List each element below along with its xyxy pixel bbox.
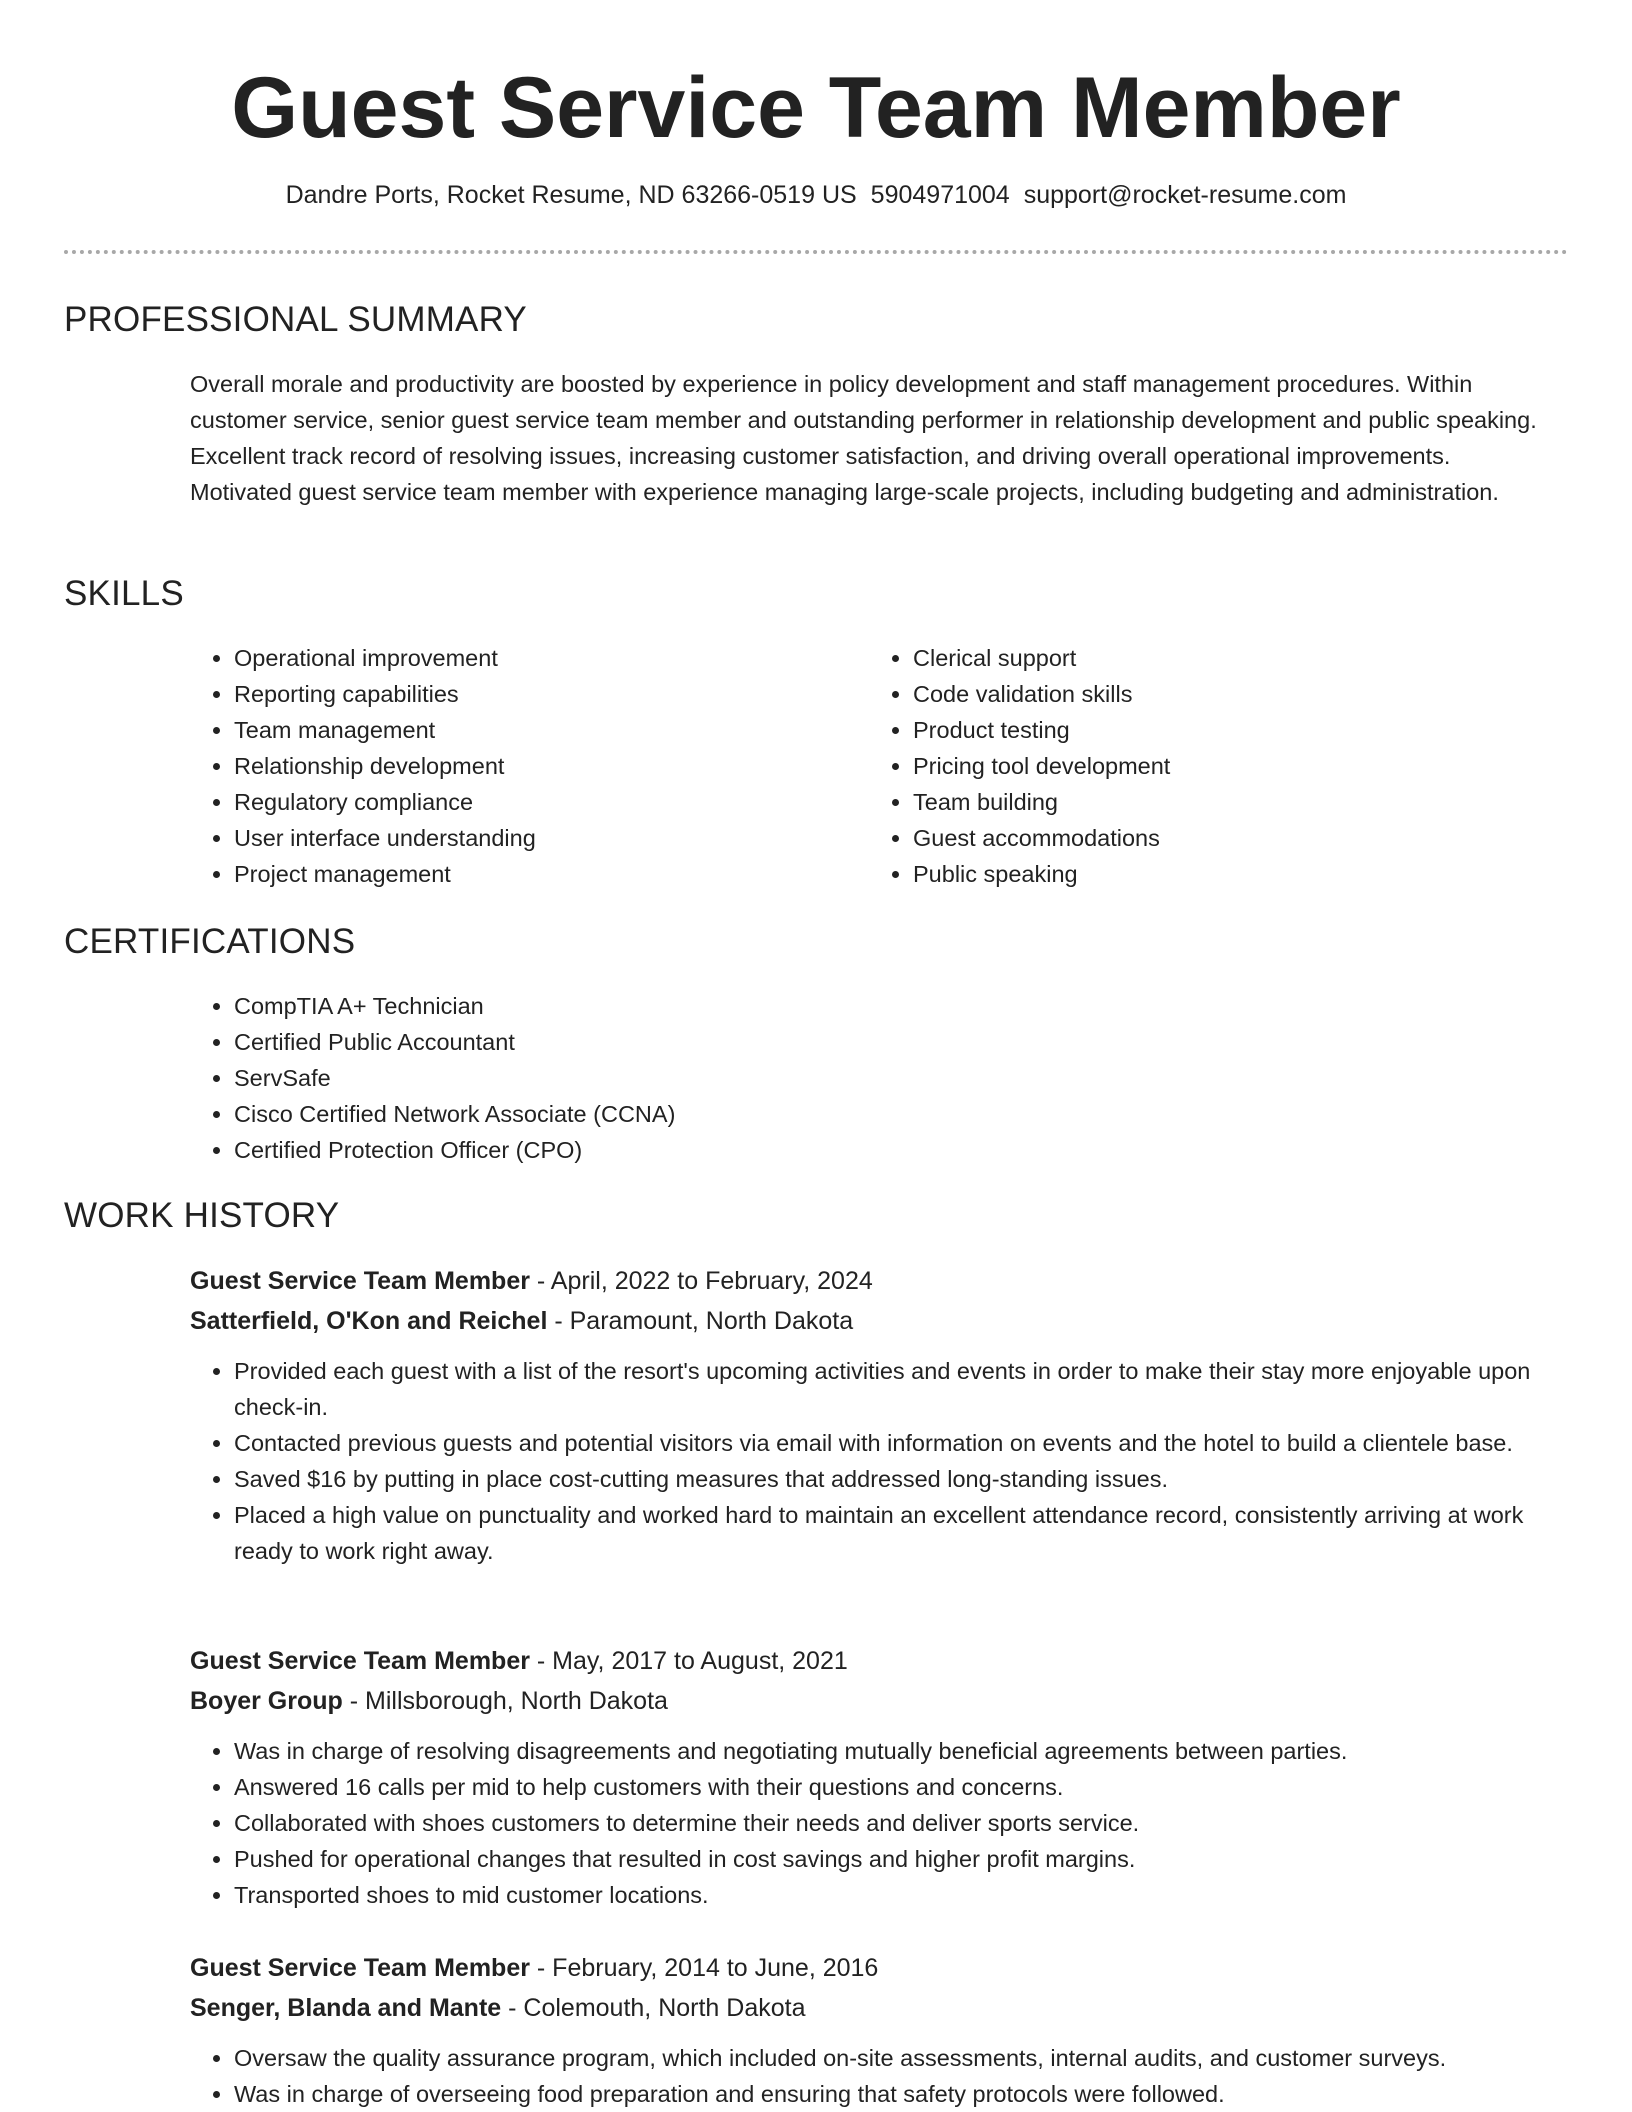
certifications-block	[190, 988, 1090, 1168]
job-bullet: • Was in charge of resolving disagreements and negotiating mutually beneficial agreements between parties.	[234, 1733, 1556, 1769]
job-bullet: • Transported shoes to mid customer locations.	[234, 1877, 1556, 1913]
skill-item: • Guest accommodations	[913, 820, 1509, 856]
job-company: Boyer Group	[190, 1687, 343, 1715]
skills-heading: SKILLS	[64, 574, 184, 613]
certifications-heading: CERTIFICATIONS	[64, 922, 356, 961]
job-company: Senger, Blanda and Mante	[190, 1994, 502, 2022]
skill-item: • Operational improvement	[234, 640, 830, 676]
skills-left-column	[190, 640, 830, 892]
skills-right-list	[869, 640, 1509, 892]
skill-item: • Relationship development	[234, 748, 830, 784]
job-bullet: • Placed a high value on punctuality and worked hard to maintain an excellent attendance record, consistently arriving at work ready to work right away.	[234, 1497, 1556, 1569]
certification-item: • Certified Public Accountant	[234, 1024, 1090, 1060]
job-title-line	[190, 1948, 1556, 1988]
job-location: - Millsborough, North Dakota	[342, 1687, 668, 1715]
job-entry	[190, 1641, 1556, 1913]
skill-item: • User interface understanding	[234, 820, 830, 856]
job-title-line	[190, 1641, 1556, 1681]
skill-item: • Regulatory compliance	[234, 784, 830, 820]
resume-name: Guest Service Team Member	[231, 60, 1401, 156]
job-location: - Paramount, North Dakota	[547, 1307, 854, 1335]
job-entry	[190, 1261, 1556, 1569]
job-title: Guest Service Team Member	[190, 1267, 530, 1295]
certifications-list	[190, 988, 1090, 1168]
job-bullets	[190, 1353, 1556, 1569]
skill-item: • Pricing tool development	[913, 748, 1509, 784]
job-bullet: • Collaborated with shoes customers to determine their needs and deliver sports service.	[234, 1805, 1556, 1841]
job-bullet: • Pushed for operational changes that resulted in cost savings and higher profit margins.	[234, 1841, 1556, 1877]
job-location: - Colemouth, North Dakota	[501, 1994, 806, 2022]
header-divider	[64, 250, 1568, 254]
job-dates: - February, 2014 to June, 2016	[529, 1954, 879, 1982]
contact-phone: 5904971004	[870, 181, 1010, 209]
job-dates: - May, 2017 to August, 2021	[529, 1647, 848, 1675]
contact-address: Dandre Ports, Rocket Resume, ND 63266-0519 US	[285, 181, 857, 209]
job-bullet: • Answered 16 calls per mid to help customers with their questions and concerns.	[234, 1769, 1556, 1805]
certification-item: • CompTIA A+ Technician	[234, 988, 1090, 1024]
job-bullet: • Contacted previous guests and potential visitors via email with information on events and the hotel to build a clientele base.	[234, 1425, 1556, 1461]
summary-heading: PROFESSIONAL SUMMARY	[64, 300, 527, 339]
summary-text: Overall morale and productivity are boosted by experience in policy development and staff management procedures. Within customer service, senior guest service team member and outstanding performer in relationship development and public speaking. Excellent track record of resolving issues, increasing customer satisfaction, and driving overall operational improvements. Motivated guest service team member with experience managing large-scale projects, including budgeting and administration.	[190, 371, 1537, 505]
job-dates: - April, 2022 to February, 2024	[529, 1267, 873, 1295]
skills-left-list	[190, 640, 830, 892]
skill-item: • Project management	[234, 856, 830, 892]
job-company: Satterfield, O'Kon and Reichel	[190, 1307, 548, 1335]
skill-item: • Team building	[913, 784, 1509, 820]
job-company-line	[190, 1681, 1556, 1721]
job-title-line	[190, 1261, 1556, 1301]
job-company-line	[190, 1301, 1556, 1341]
job-bullets	[190, 2040, 1556, 2112]
job-bullet: • Provided each guest with a list of the resort's upcoming activities and events in order to make their stay more enjoyable upon check-in.	[234, 1353, 1556, 1425]
certification-item: • ServSafe	[234, 1060, 1090, 1096]
job-entry	[190, 1948, 1556, 2112]
job-bullet: • Was in charge of overseeing food preparation and ensuring that safety protocols were followed.	[234, 2076, 1556, 2112]
skill-item: • Clerical support	[913, 640, 1509, 676]
job-title: Guest Service Team Member	[190, 1954, 530, 1982]
skills-right-column	[869, 640, 1509, 892]
skill-item: • Public speaking	[913, 856, 1509, 892]
job-bullets	[190, 1733, 1556, 1913]
job-title: Guest Service Team Member	[190, 1647, 530, 1675]
job-company-line	[190, 1988, 1556, 2028]
job-bullet: • Saved $16 by putting in place cost-cutting measures that addressed long-standing issues.	[234, 1461, 1556, 1497]
work-history-heading: WORK HISTORY	[64, 1196, 340, 1235]
skill-item: • Product testing	[913, 712, 1509, 748]
skill-item: • Code validation skills	[913, 676, 1509, 712]
certification-item: • Cisco Certified Network Associate (CCNA)	[234, 1096, 1090, 1132]
certification-item: • Certified Protection Officer (CPO)	[234, 1132, 1090, 1168]
skill-item: • Reporting capabilities	[234, 676, 830, 712]
job-bullet: • Oversaw the quality assurance program, which included on-site assessments, internal audits, and customer surveys.	[234, 2040, 1556, 2076]
contact-email: support@rocket-resume.com	[1023, 181, 1347, 209]
skill-item: • Team management	[234, 712, 830, 748]
contact-line	[0, 178, 1632, 212]
